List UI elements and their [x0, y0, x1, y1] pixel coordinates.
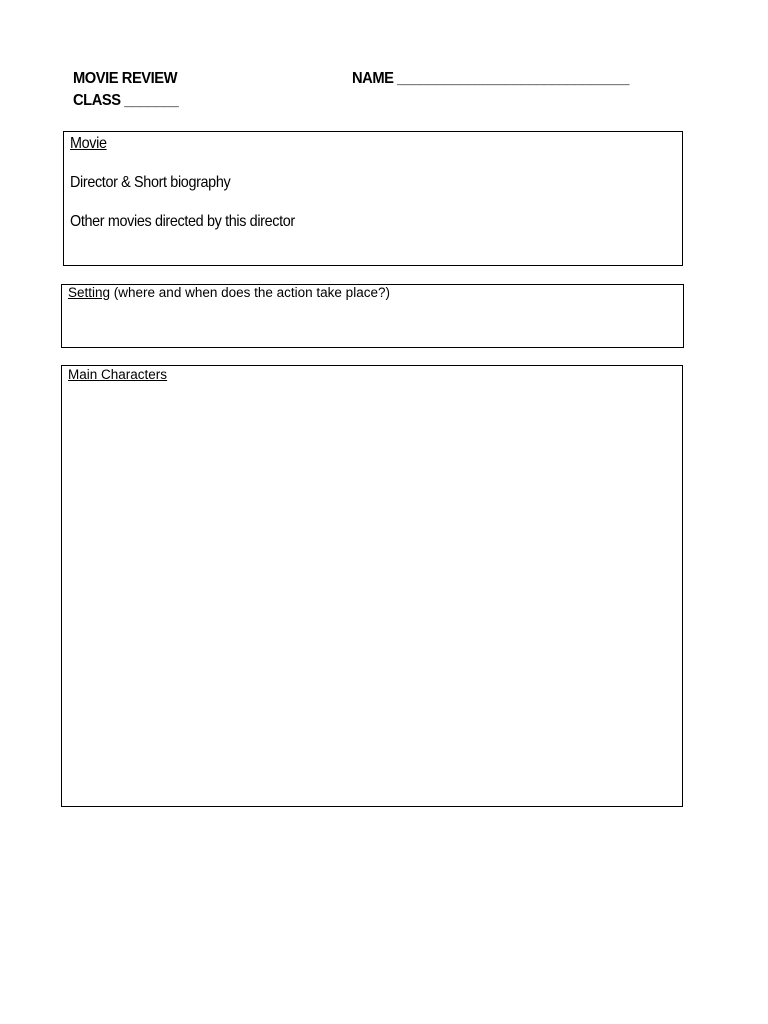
movie-info-box [63, 131, 683, 266]
main-characters-box [61, 365, 683, 807]
other-movies-label: Other movies directed by this director [70, 213, 295, 230]
main-characters-label: Main Characters [68, 367, 168, 382]
setting-box [61, 284, 684, 348]
name-field: NAME ______________________________ [352, 70, 629, 87]
setting-hint: (where and when does the action take place?) [110, 285, 390, 300]
setting-line [68, 285, 390, 301]
movie-label: Movie [70, 135, 107, 152]
worksheet-title: MOVIE REVIEW [73, 70, 178, 87]
setting-label: Setting [68, 285, 111, 300]
class-field: CLASS _______ [73, 92, 179, 109]
director-biography-label: Director & Short biography [70, 174, 231, 191]
